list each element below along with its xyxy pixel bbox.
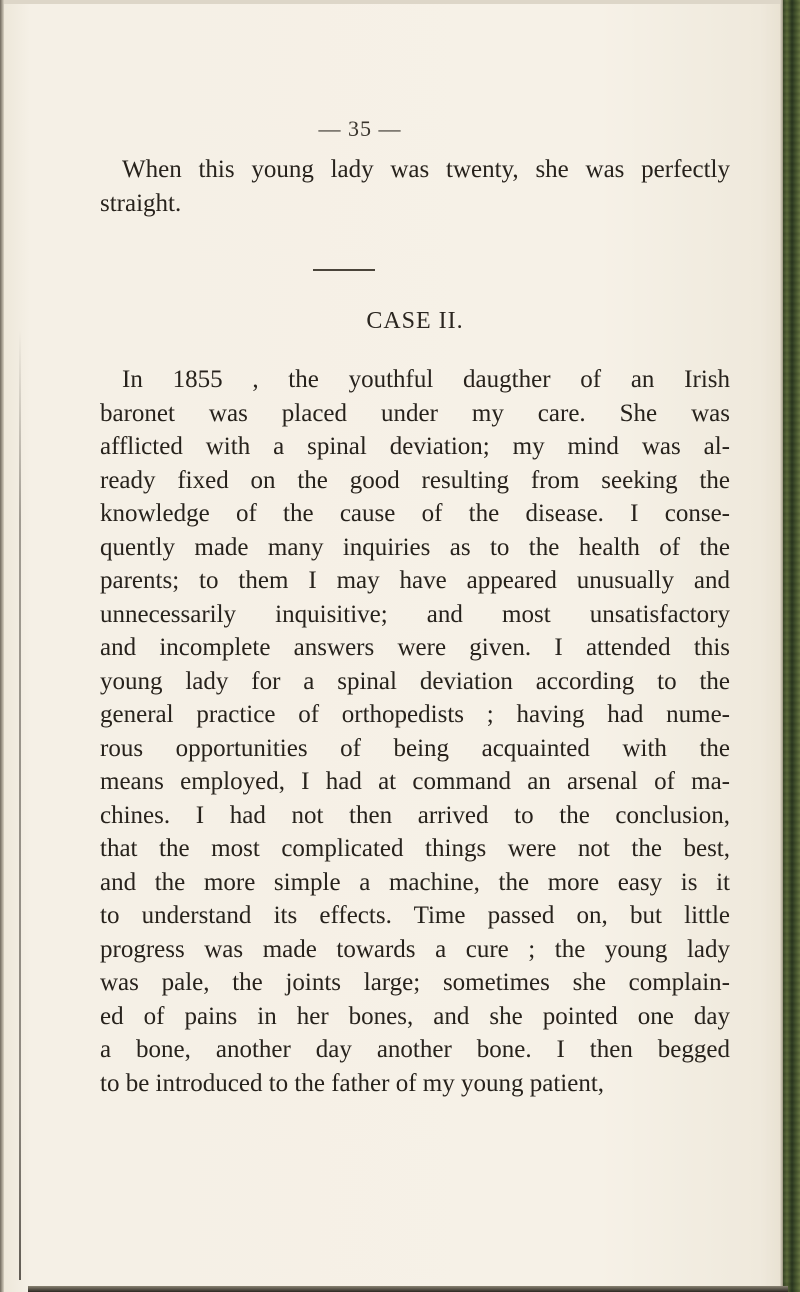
case-line: and incomplete answers were given. I attended this: [100, 634, 730, 661]
case-line: ready fixed on the good resulting from seeking the: [100, 466, 730, 494]
case-line: afflicted with a spinal deviation; my mind was al-: [100, 433, 730, 460]
case-line: rous opportunities of being acquainted with the: [100, 734, 730, 762]
case-line: general practice of orthopedists ; having had nume-: [100, 701, 730, 728]
page-left-edge: [0, 0, 4, 1292]
case-line: a bone, another day another bone. I then begged: [100, 1036, 730, 1063]
case-line: In 1855 , the youthful daugther of an Irish: [122, 366, 730, 393]
case-line: progress was made towards a cure ; the young lady: [100, 935, 730, 963]
case-line: baronet was placed under my care. She was: [100, 399, 730, 427]
case-line: means employed, I had at command an arsenal of ma-: [100, 768, 730, 795]
case-line: parents; to them I may have appeared unusually and: [100, 567, 730, 594]
page-number: — 35 —: [318, 116, 402, 141]
page-fold-line: [19, 330, 21, 1280]
section-divider: [313, 269, 375, 271]
intro-line: straight.: [100, 189, 182, 217]
case-line: that the most complicated things were not the best,: [100, 835, 730, 862]
page-top-edge: [0, 0, 800, 4]
case-line: to be introduced to the father of my young patient,: [100, 1069, 605, 1097]
case-line: young lady for a spinal deviation according to the: [100, 667, 730, 695]
case-line: unnecessarily inquisitive; and most unsatisfactory: [100, 600, 730, 628]
case-line: quently made many inquiries as to the health of the: [100, 533, 730, 561]
book-binding: [783, 0, 800, 1292]
intro-paragraph: [100, 153, 730, 220]
page-bottom-edge: [28, 1286, 788, 1292]
case-line: ed of pains in her bones, and she pointed one day: [100, 1002, 730, 1030]
case-line: and the more simple a machine, the more easy is it: [100, 868, 730, 896]
case-line: chines. I had not then arrived to the conclusion,: [100, 801, 730, 829]
case-line: to understand its effects. Time passed on, but little: [100, 902, 730, 929]
case-paragraph: [100, 363, 730, 1100]
case-line: was pale, the joints large; sometimes she complain-: [100, 969, 730, 996]
case-heading: CASE II.: [366, 308, 464, 334]
case-line: knowledge of the cause of the disease. I conse-: [100, 500, 730, 527]
intro-line: When this young lady was twenty, she was perfectly: [122, 156, 730, 183]
